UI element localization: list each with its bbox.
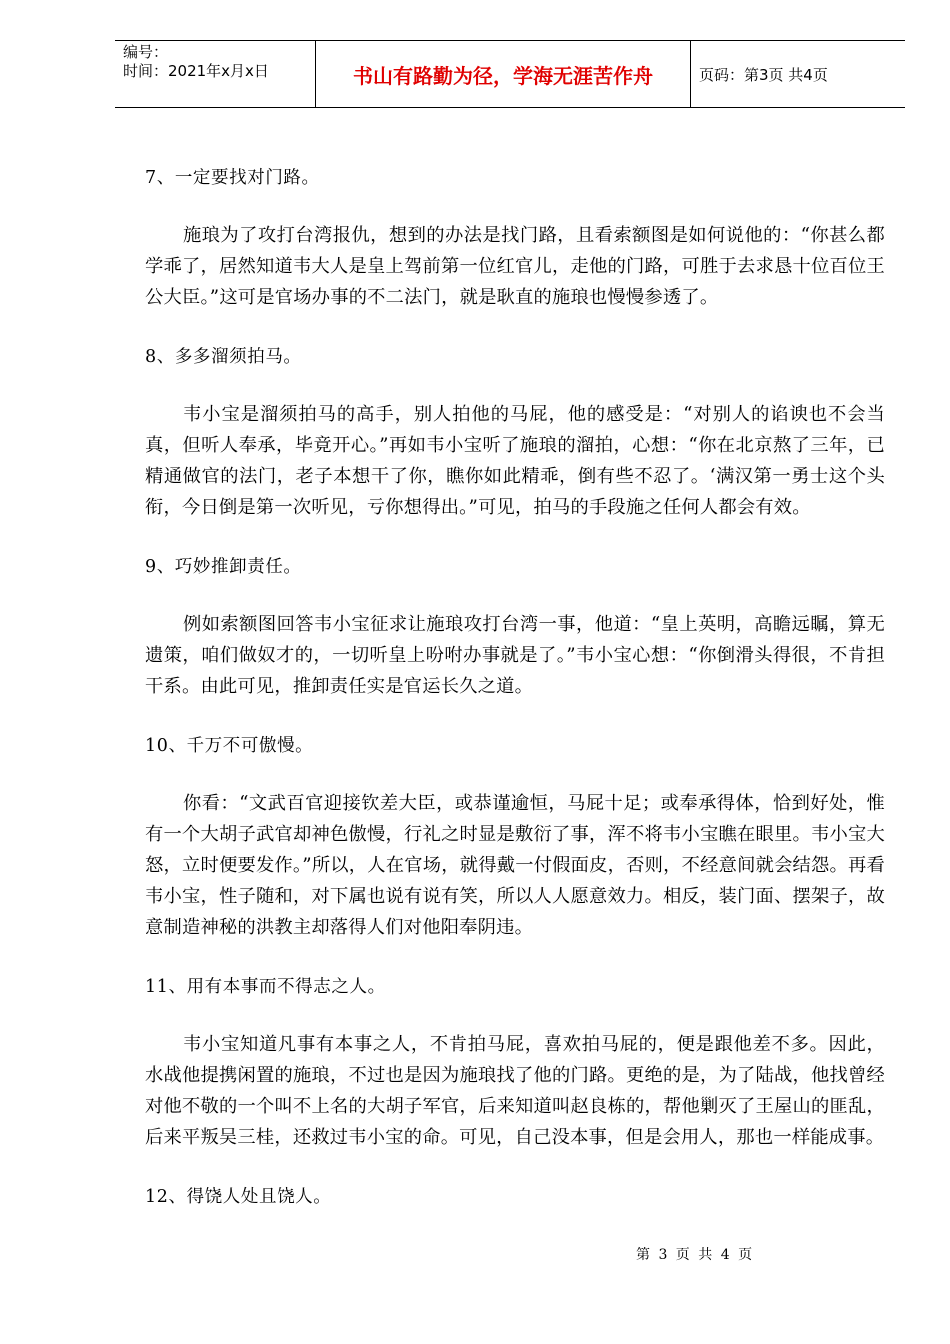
section-heading: 7、一定要找对门路。: [145, 168, 320, 188]
section-paragraph: 韦小宝是溜须拍马的高手，别人拍他的马屁，他的感受是：“对别人的谄谀也不会当真，但听人奉承，毕竟开心。”再如韦小宝听了施琅的溜拍，心想：“你在北京熬了三年，已精通做官的法门，老子本想干了你，瞧你如此精乖，倒有些不忍了。‘满汉第一勇士这个头衔，今日倒是第一次听见，亏你想得出。”可见，拍马的手段施之任何人都会有效。: [145, 404, 885, 518]
section-heading: 11、用有本事而不得志之人。: [145, 977, 386, 997]
header-page-info: 页码：第3页 共4页: [699, 66, 828, 84]
document-code-label: 编号：: [123, 43, 169, 61]
header-page-cell: [691, 41, 905, 107]
header-motto: 书山有路勤为径，学海无涯苦作舟: [353, 64, 653, 88]
header-left-cell: [115, 41, 315, 107]
section-heading: 12、得饶人处且饶人。: [145, 1187, 332, 1207]
section-heading: 10、千万不可傲慢。: [145, 736, 314, 756]
section-paragraph: 韦小宝知道凡事有本事之人，不肯拍马屁，喜欢拍马屁的，便是跟他差不多。因此，水战他提携闲置的施琅，不过也是因为施琅找了他的门路。更绝的是，为了陆战，他找曾经对他不敬的一个叫不上名的大胡子军官，后来知道叫赵良栋的，帮他剿灭了王屋山的匪乱，后来平叛吴三桂，还救过韦小宝的命。可见，自己没本事，但是会用人，那也一样能成事。: [145, 1034, 885, 1148]
section-heading: 9、巧妙推卸责任。: [145, 557, 302, 577]
header-motto-cell: [315, 41, 691, 107]
section-heading: 8、多多溜须拍马。: [145, 347, 302, 367]
section-paragraph: 例如索额图回答韦小宝征求让施琅攻打台湾一事，他道：“皇上英明，高瞻远瞩，算无遗策，咱们做奴才的，一切听皇上吩咐办事就是了。”韦小宝心想：“你倒滑头得很，不肯担干系。由此可见，推卸责任实是官运长久之道。: [145, 614, 885, 697]
document-time-label: 时间：2021年x月x日: [123, 62, 269, 80]
page-footer: 第 3 页 共 4 页: [636, 1247, 755, 1263]
section-paragraph: 你看：“文武百官迎接钦差大臣，或恭谨逾恒，马屁十足；或奉承得体，恰到好处，惟有一个大胡子武官却神色傲慢，行礼之时显是敷衍了事，浑不将韦小宝瞧在眼里。韦小宝大怒，立时便要发作。”所以，人在官场，就得戴一付假面皮，否则，不经意间就会结怨。再看韦小宝，性子随和，对下属也说有说有笑，所以人人愿意效力。相反，装门面、摆架子，故意制造神秘的洪教主却落得人们对他阳奉阴违。: [145, 793, 885, 938]
document-header: [115, 40, 905, 108]
section-paragraph: 施琅为了攻打台湾报仇，想到的办法是找门路，且看索额图是如何说他的：“你甚么都学乖了，居然知道韦大人是皇上驾前第一位红官儿，走他的门路，可胜于去求恳十位百位王公大臣。”这可是官场办事的不二法门，就是耿直的施琅也慢慢参透了。: [145, 225, 885, 308]
document-body: [145, 160, 885, 1215]
